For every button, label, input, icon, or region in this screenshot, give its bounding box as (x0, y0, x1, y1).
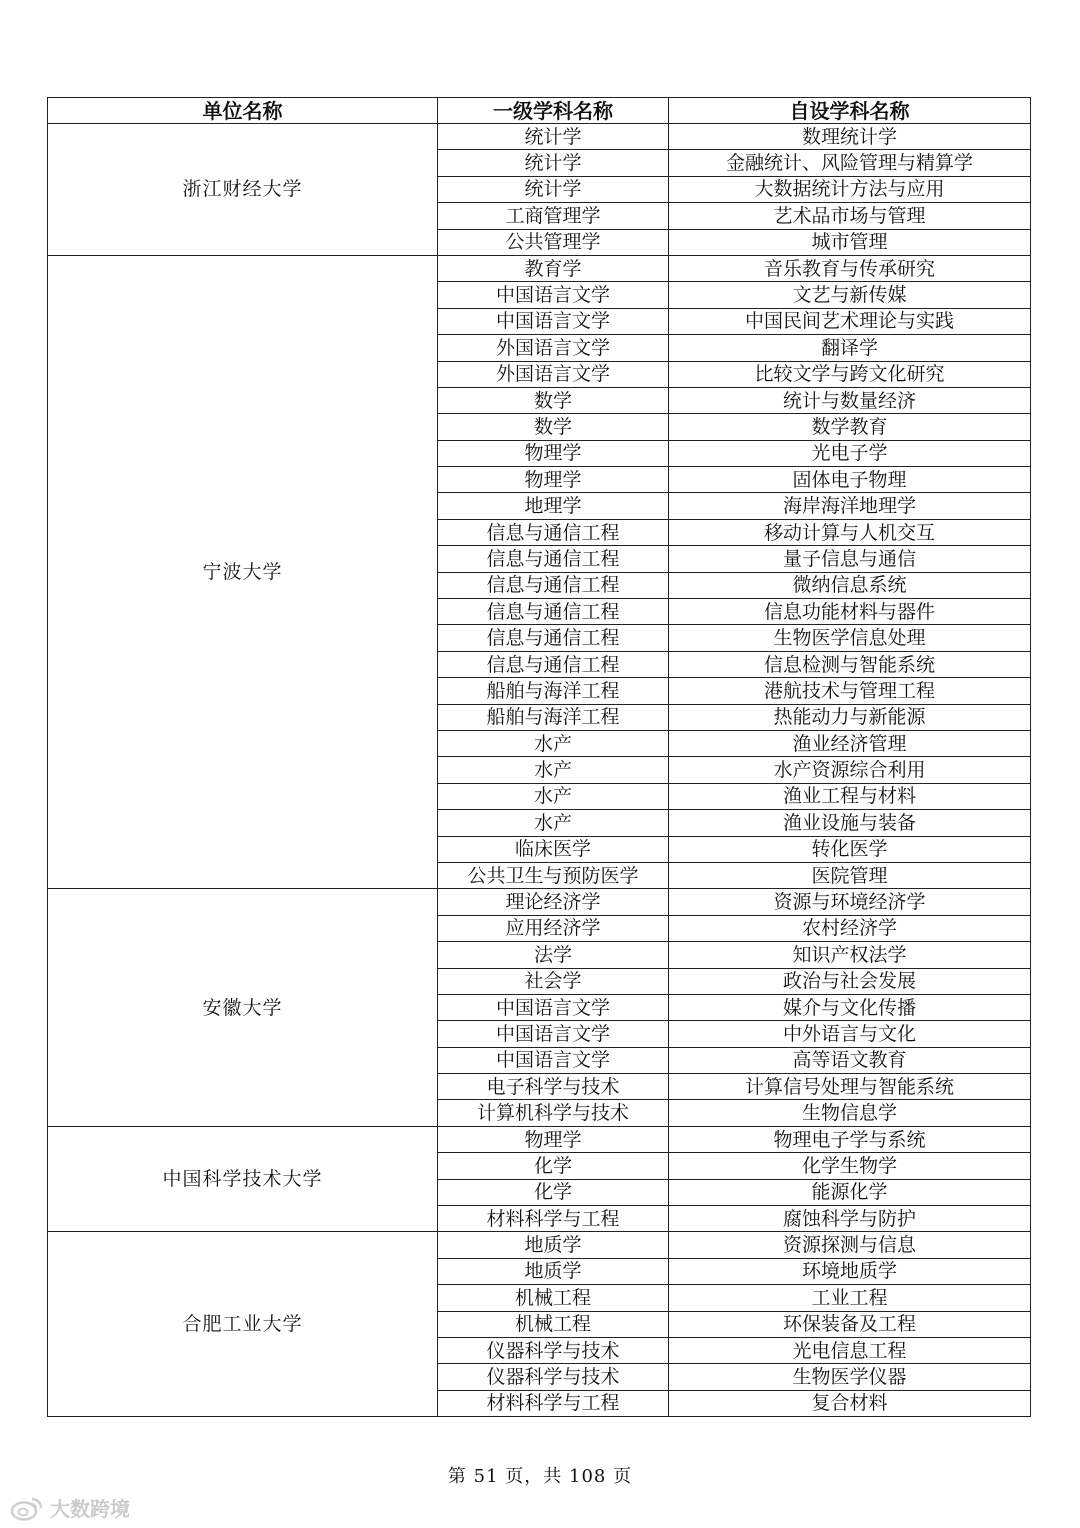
primary-discipline-cell: 统计学 (438, 176, 669, 202)
custom-discipline-cell: 信息检测与智能系统 (669, 651, 1031, 677)
custom-discipline-cell: 数学教育 (669, 414, 1031, 440)
primary-discipline-cell: 材料科学与工程 (438, 1206, 669, 1232)
table-row (48, 1232, 1031, 1258)
primary-discipline-cell: 信息与通信工程 (438, 519, 669, 545)
watermark-text: 大数跨境 (50, 1497, 130, 1521)
primary-discipline-cell: 中国语言文学 (438, 308, 669, 334)
custom-discipline-cell: 热能动力与新能源 (669, 704, 1031, 730)
custom-discipline-cell: 物理电子学与系统 (669, 1126, 1031, 1152)
primary-discipline-cell: 理论经济学 (438, 889, 669, 915)
primary-discipline-cell: 水产 (438, 783, 669, 809)
primary-discipline-cell: 临床医学 (438, 836, 669, 862)
unit-name-cell: 浙江财经大学 (48, 124, 438, 256)
primary-discipline-cell: 公共卫生与预防医学 (438, 862, 669, 888)
primary-discipline-cell: 物理学 (438, 1126, 669, 1152)
primary-discipline-cell: 中国语言文学 (438, 1021, 669, 1047)
primary-discipline-cell: 化学 (438, 1153, 669, 1179)
custom-discipline-cell: 金融统计、风险管理与精算学 (669, 150, 1031, 176)
weibo-logo-icon (10, 1495, 44, 1521)
custom-discipline-cell: 生物信息学 (669, 1100, 1031, 1126)
header-primary-discipline: 一级学科名称 (438, 98, 669, 124)
custom-discipline-cell: 环境地质学 (669, 1258, 1031, 1284)
custom-discipline-cell: 能源化学 (669, 1179, 1031, 1205)
custom-discipline-cell: 固体电子物理 (669, 467, 1031, 493)
custom-discipline-cell: 量子信息与通信 (669, 546, 1031, 572)
custom-discipline-cell: 比较文学与跨文化研究 (669, 361, 1031, 387)
custom-discipline-cell: 移动计算与人机交互 (669, 519, 1031, 545)
primary-discipline-cell: 水产 (438, 810, 669, 836)
custom-discipline-cell: 资源探测与信息 (669, 1232, 1031, 1258)
primary-discipline-cell: 信息与通信工程 (438, 651, 669, 677)
custom-discipline-cell: 媒介与文化传播 (669, 994, 1031, 1020)
primary-discipline-cell: 外国语言文学 (438, 361, 669, 387)
custom-discipline-cell: 渔业工程与材料 (669, 783, 1031, 809)
primary-discipline-cell: 信息与通信工程 (438, 625, 669, 651)
custom-discipline-cell: 光电子学 (669, 440, 1031, 466)
primary-discipline-cell: 社会学 (438, 968, 669, 994)
table-row (48, 889, 1031, 915)
primary-discipline-cell: 法学 (438, 942, 669, 968)
primary-discipline-cell: 中国语言文学 (438, 282, 669, 308)
primary-discipline-cell: 地质学 (438, 1258, 669, 1284)
custom-discipline-cell: 城市管理 (669, 229, 1031, 255)
custom-discipline-cell: 工业工程 (669, 1285, 1031, 1311)
custom-discipline-cell: 化学生物学 (669, 1153, 1031, 1179)
primary-discipline-cell: 材料科学与工程 (438, 1390, 669, 1416)
unit-name-cell: 中国科学技术大学 (48, 1126, 438, 1232)
unit-name-cell: 宁波大学 (48, 255, 438, 888)
primary-discipline-cell: 信息与通信工程 (438, 546, 669, 572)
primary-discipline-cell: 船舶与海洋工程 (438, 678, 669, 704)
custom-discipline-cell: 数理统计学 (669, 124, 1031, 150)
table-row (48, 1126, 1031, 1152)
custom-discipline-cell: 光电信息工程 (669, 1337, 1031, 1363)
page-number: 第 51 页，共 108 页 (447, 1466, 633, 1487)
primary-discipline-cell: 计算机科学与技术 (438, 1100, 669, 1126)
table-row (48, 255, 1031, 281)
primary-discipline-cell: 水产 (438, 730, 669, 756)
primary-discipline-cell: 船舶与海洋工程 (438, 704, 669, 730)
custom-discipline-cell: 资源与环境经济学 (669, 889, 1031, 915)
primary-discipline-cell: 教育学 (438, 255, 669, 281)
primary-discipline-cell: 中国语言文学 (438, 994, 669, 1020)
watermark (10, 1493, 130, 1522)
custom-discipline-cell: 艺术品市场与管理 (669, 203, 1031, 229)
primary-discipline-cell: 地质学 (438, 1232, 669, 1258)
primary-discipline-cell: 仪器科学与技术 (438, 1364, 669, 1390)
custom-discipline-cell: 水产资源综合利用 (669, 757, 1031, 783)
custom-discipline-cell: 计算信号处理与智能系统 (669, 1074, 1031, 1100)
custom-discipline-cell: 政治与社会发展 (669, 968, 1031, 994)
custom-discipline-cell: 农村经济学 (669, 915, 1031, 941)
primary-discipline-cell: 数学 (438, 387, 669, 413)
unit-name-cell: 合肥工业大学 (48, 1232, 438, 1417)
discipline-table (47, 97, 1031, 1417)
primary-discipline-cell: 水产 (438, 757, 669, 783)
header-unit-name: 单位名称 (48, 98, 438, 124)
header-custom-discipline: 自设学科名称 (669, 98, 1031, 124)
primary-discipline-cell: 仪器科学与技术 (438, 1337, 669, 1363)
primary-discipline-cell: 物理学 (438, 467, 669, 493)
primary-discipline-cell: 公共管理学 (438, 229, 669, 255)
custom-discipline-cell: 音乐教育与传承研究 (669, 255, 1031, 281)
primary-discipline-cell: 统计学 (438, 150, 669, 176)
custom-discipline-cell: 腐蚀科学与防护 (669, 1206, 1031, 1232)
custom-discipline-cell: 微纳信息系统 (669, 572, 1031, 598)
custom-discipline-cell: 港航技术与管理工程 (669, 678, 1031, 704)
primary-discipline-cell: 机械工程 (438, 1311, 669, 1337)
primary-discipline-cell: 信息与通信工程 (438, 599, 669, 625)
primary-discipline-cell: 化学 (438, 1179, 669, 1205)
custom-discipline-cell: 环保装备及工程 (669, 1311, 1031, 1337)
custom-discipline-cell: 文艺与新传媒 (669, 282, 1031, 308)
custom-discipline-cell: 高等语文教育 (669, 1047, 1031, 1073)
table-header-row (48, 98, 1031, 124)
custom-discipline-cell: 渔业设施与装备 (669, 810, 1031, 836)
primary-discipline-cell: 数学 (438, 414, 669, 440)
primary-discipline-cell: 工商管理学 (438, 203, 669, 229)
custom-discipline-cell: 知识产权法学 (669, 942, 1031, 968)
custom-discipline-cell: 统计与数量经济 (669, 387, 1031, 413)
primary-discipline-cell: 电子科学与技术 (438, 1074, 669, 1100)
primary-discipline-cell: 统计学 (438, 124, 669, 150)
primary-discipline-cell: 信息与通信工程 (438, 572, 669, 598)
custom-discipline-cell: 中外语言与文化 (669, 1021, 1031, 1047)
custom-discipline-cell: 渔业经济管理 (669, 730, 1031, 756)
table-row (48, 124, 1031, 150)
custom-discipline-cell: 信息功能材料与器件 (669, 599, 1031, 625)
custom-discipline-cell: 生物医学仪器 (669, 1364, 1031, 1390)
custom-discipline-cell: 海岸海洋地理学 (669, 493, 1031, 519)
custom-discipline-cell: 转化医学 (669, 836, 1031, 862)
custom-discipline-cell: 大数据统计方法与应用 (669, 176, 1031, 202)
custom-discipline-cell: 复合材料 (669, 1390, 1031, 1416)
custom-discipline-cell: 医院管理 (669, 862, 1031, 888)
primary-discipline-cell: 物理学 (438, 440, 669, 466)
custom-discipline-cell: 生物医学信息处理 (669, 625, 1031, 651)
custom-discipline-cell: 中国民间艺术理论与实践 (669, 308, 1031, 334)
primary-discipline-cell: 地理学 (438, 493, 669, 519)
primary-discipline-cell: 外国语言文学 (438, 335, 669, 361)
unit-name-cell: 安徽大学 (48, 889, 438, 1127)
primary-discipline-cell: 中国语言文学 (438, 1047, 669, 1073)
primary-discipline-cell: 机械工程 (438, 1285, 669, 1311)
primary-discipline-cell: 应用经济学 (438, 915, 669, 941)
table-body (48, 124, 1031, 1417)
custom-discipline-cell: 翻译学 (669, 335, 1031, 361)
